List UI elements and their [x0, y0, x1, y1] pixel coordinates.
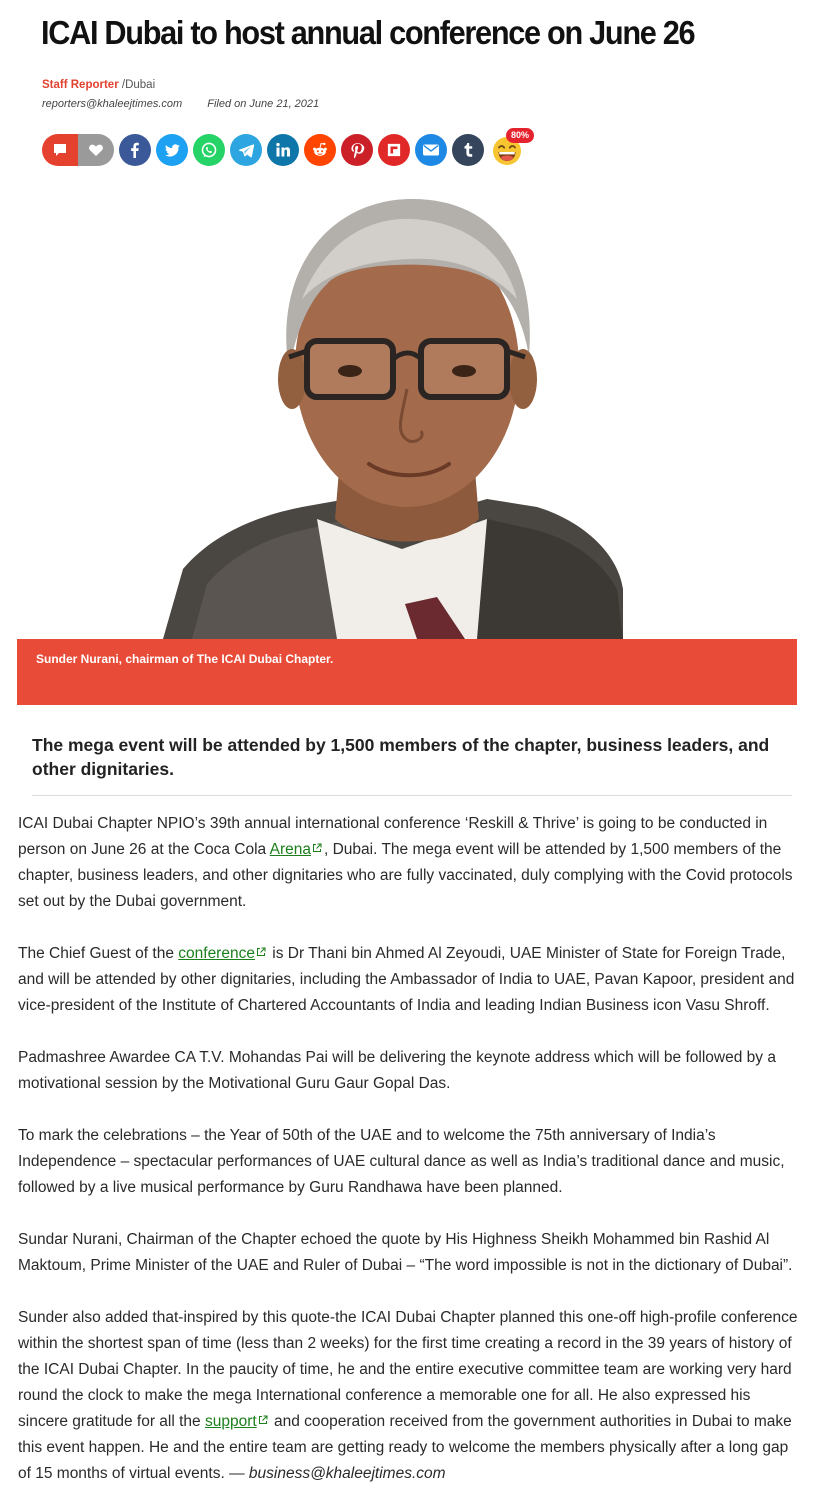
paragraph-5: Sundar Nurani, Chairman of the Chapter echoed the quote by His Highness Sheikh Mohammed bin Rashid Al Maktoum, Prime Minister of the UAE and Ruler of Dubai – “The word impossible is not in the dictionary of Dubai”. — [18, 1231, 793, 1274]
share-tumblr-button[interactable] — [452, 134, 484, 166]
share-whatsapp-button[interactable] — [193, 134, 225, 166]
reaction-percentage-badge: 80% — [506, 128, 534, 143]
share-flipboard-button[interactable] — [378, 134, 410, 166]
email-icon — [422, 143, 440, 157]
share-email-button[interactable] — [415, 134, 447, 166]
author-email[interactable]: reporters@khaleejtimes.com — [42, 98, 183, 110]
reddit-icon — [311, 141, 329, 159]
paragraph-3: Padmashree Awardee CA T.V. Mohandas Pai will be delivering the keynote address which will be followed by a motivational session by the Motivational Guru Gaur Gopal Das. — [18, 1049, 776, 1092]
reaction-pill — [42, 134, 114, 166]
support-link[interactable]: support — [204, 1413, 257, 1430]
like-button[interactable] — [78, 134, 114, 166]
portrait-image — [17, 189, 797, 639]
filed-date: Filed on June 21, 2021 — [207, 98, 320, 110]
twitter-icon — [164, 142, 181, 159]
article-photo — [17, 189, 797, 639]
telegram-icon — [238, 142, 255, 159]
paragraph-1: ICAI Dubai Chapter NPIO’s 39th annual international conference ‘Reskill & Thrive’ is going to be conducted in person on June 26 at the Coca Cola Arena , Dubai. The mega event will be attended by 1,500 members of the chapter, business leaders, and other dignitaries who are fully vaccinated, duly complying with the Covid protocols set out by the Dubai government. — [18, 815, 793, 910]
flipboard-icon — [387, 143, 401, 157]
photo-caption: Sunder Nurani, chairman of The ICAI Dubai Chapter. — [36, 652, 334, 666]
external-link-icon — [256, 947, 266, 957]
conference-link[interactable]: conference — [178, 945, 255, 962]
share-facebook-button[interactable] — [119, 134, 151, 166]
arena-link[interactable]: Arena — [269, 841, 311, 858]
author-link[interactable]: Staff Reporter — [42, 79, 119, 91]
share-twitter-button[interactable] — [156, 134, 188, 166]
article-standfirst: The mega event will be attended by 1,500 members of the chapter, business leaders, and other dignitaries. — [32, 735, 770, 779]
share-linkedin-button[interactable] — [267, 134, 299, 166]
article-meta — [42, 98, 319, 110]
paragraph-2: The Chief Guest of the conference is Dr Thani bin Ahmed Al Zeyoudi, UAE Minister of State for Foreign Trade, and will be attended by other dignitaries, including the Ambassador of India to UAE, Pavan Kapoor, president and vice-president of the Institute of Chartered Accountants of India and leading Indian Business icon Vasu Shroff. — [18, 945, 795, 1014]
location: /Dubai — [121, 79, 156, 91]
photo-caption-band — [17, 639, 797, 705]
reaction-emoji-button[interactable] — [491, 130, 530, 166]
share-bar — [42, 130, 530, 167]
signature-email[interactable]: — business@khaleejtimes.com — [229, 1465, 446, 1482]
comment-icon — [52, 142, 68, 158]
share-reddit-button[interactable] — [304, 134, 336, 166]
facebook-icon — [127, 142, 143, 158]
paragraph-6: Sunder also added that-inspired by this quote-the ICAI Dubai Chapter planned this one-off high-profile conference within the shortest span of time (less than 2 weeks) for the first time creating a record in the 39 years of history of the ICAI Dubai Chapter. In the paucity of time, he and the entire executive committee team are working very hard round the clock to make the mega International conference a memorable one for all. He also expressed his sincere gratitude for all the support and cooperation received from the government authorities in Dubai to make this event happen. He and the entire team are getting ready to welcome the members physically after a long gap of 15 months of virtual events. — business@khaleejtimes.com — [18, 1309, 798, 1482]
comment-button[interactable] — [42, 134, 78, 166]
article-body — [18, 811, 798, 1489]
paragraph-4: To mark the celebrations – the Year of 50th of the UAE and to welcome the 75th anniversary of India’s Independence – spectacular performances of UAE cultural dance as well as India’s traditional dance and music, followed by a live musical performance by Guru Randhawa have been planned. — [18, 1127, 785, 1196]
article-title: ICAI Dubai to host annual conference on June 26 — [41, 14, 695, 51]
heart-icon — [88, 142, 104, 158]
external-link-icon — [258, 1415, 268, 1425]
whatsapp-icon — [200, 141, 218, 159]
share-telegram-button[interactable] — [230, 134, 262, 166]
share-pinterest-button[interactable] — [341, 134, 373, 166]
tumblr-icon — [461, 142, 475, 158]
external-link-icon — [312, 843, 322, 853]
linkedin-icon — [275, 142, 291, 158]
divider — [32, 795, 792, 796]
pinterest-icon — [349, 142, 366, 159]
byline — [42, 79, 155, 91]
